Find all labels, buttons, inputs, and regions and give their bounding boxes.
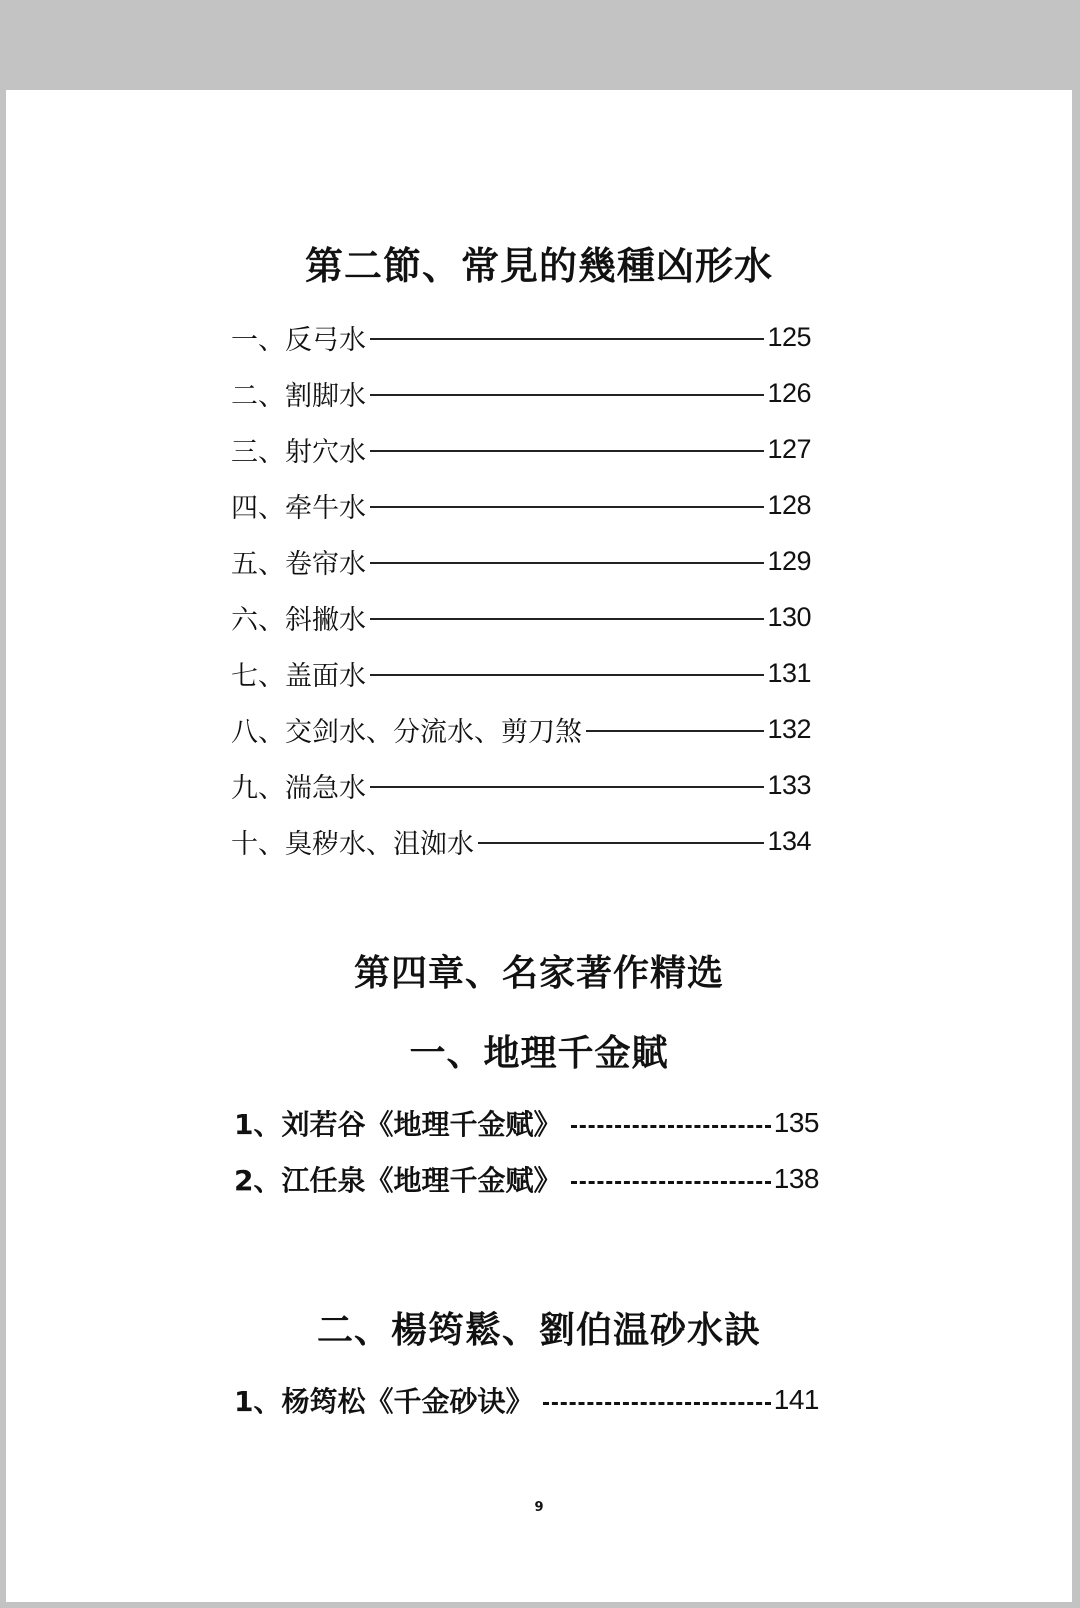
toc-leader-dashes xyxy=(543,1402,770,1405)
toc-leader-line xyxy=(586,730,764,732)
toc-entry-page: 127 xyxy=(767,433,811,464)
toc-entry[interactable] xyxy=(231,365,811,421)
toc-leader-line xyxy=(370,394,764,396)
toc-entry-page: 128 xyxy=(767,489,811,520)
toc-leader-line xyxy=(370,674,764,676)
toc-leader-line xyxy=(370,786,764,788)
toc-entry-title: 九、湍急水 xyxy=(231,772,366,804)
toc-entry-title: 十、臭秽水、沮洳水 xyxy=(231,828,474,860)
toc-entry[interactable] xyxy=(231,533,811,589)
toc-entry-title: 一、反弓水 xyxy=(231,324,366,356)
toc-entry-page: 126 xyxy=(767,377,811,408)
toc-leader-line xyxy=(370,618,764,620)
document-page xyxy=(6,90,1072,1602)
toc-entry-title: 2、江任泉《地理千金赋》 xyxy=(234,1164,562,1197)
toc-entry-title: 二、割脚水 xyxy=(231,380,366,412)
toc-entry[interactable] xyxy=(234,1372,819,1428)
section-toc-list xyxy=(231,309,811,869)
toc-entry[interactable] xyxy=(234,1151,819,1207)
toc-entry-title: 七、盖面水 xyxy=(231,660,366,692)
toc-entry-title: 三、射穴水 xyxy=(231,436,366,468)
toc-entry-title: 六、斜撇水 xyxy=(231,604,366,636)
toc-entry-page: 135 xyxy=(773,1107,819,1138)
toc-leader-line xyxy=(370,506,764,508)
toc-leader-line xyxy=(370,562,764,564)
part1-toc-list xyxy=(234,1095,819,1207)
toc-entry-title: 五、卷帘水 xyxy=(231,548,366,580)
toc-leader-dashes xyxy=(571,1181,770,1184)
part-title-2: 二、楊筠鬆、劉伯温砂水訣 xyxy=(316,1310,761,1351)
toc-entry-page: 130 xyxy=(767,601,811,632)
toc-entry[interactable] xyxy=(231,645,811,701)
toc-entry[interactable] xyxy=(231,701,811,757)
toc-entry-title: 1、刘若谷《地理千金赋》 xyxy=(234,1108,562,1141)
toc-leader-line xyxy=(370,450,764,452)
toc-entry-title: 四、牵牛水 xyxy=(231,492,366,524)
toc-entry-page: 125 xyxy=(767,321,811,352)
toc-entry[interactable] xyxy=(231,421,811,477)
toc-leader-line xyxy=(478,842,764,844)
chapter-title: 第四章、名家著作精选 xyxy=(353,953,724,994)
page-number: 9 xyxy=(534,1500,544,1515)
toc-entry-page: 138 xyxy=(773,1163,819,1194)
part-title-1: 一、地理千金賦 xyxy=(409,1033,669,1074)
toc-leader-dashes xyxy=(571,1125,770,1128)
toc-leader-line xyxy=(370,338,764,340)
toc-entry[interactable] xyxy=(231,477,811,533)
toc-entry[interactable] xyxy=(231,589,811,645)
toc-entry-title: 1、杨筠松《千金砂诀》 xyxy=(234,1385,534,1418)
toc-entry-page: 134 xyxy=(767,825,811,856)
toc-entry-page: 141 xyxy=(773,1384,819,1415)
toc-entry[interactable] xyxy=(234,1095,819,1151)
toc-entry-page: 133 xyxy=(767,769,811,800)
toc-entry-page: 129 xyxy=(767,545,811,576)
toc-entry[interactable] xyxy=(231,309,811,365)
section-title: 第二節、常見的幾種凶形水 xyxy=(304,244,773,288)
toc-entry[interactable] xyxy=(231,757,811,813)
toc-entry-page: 132 xyxy=(767,713,811,744)
toc-entry[interactable] xyxy=(231,813,811,869)
part2-toc-list xyxy=(234,1372,819,1428)
toc-entry-page: 131 xyxy=(767,657,811,688)
toc-entry-title: 八、交剑水、分流水、剪刀煞 xyxy=(231,716,582,748)
